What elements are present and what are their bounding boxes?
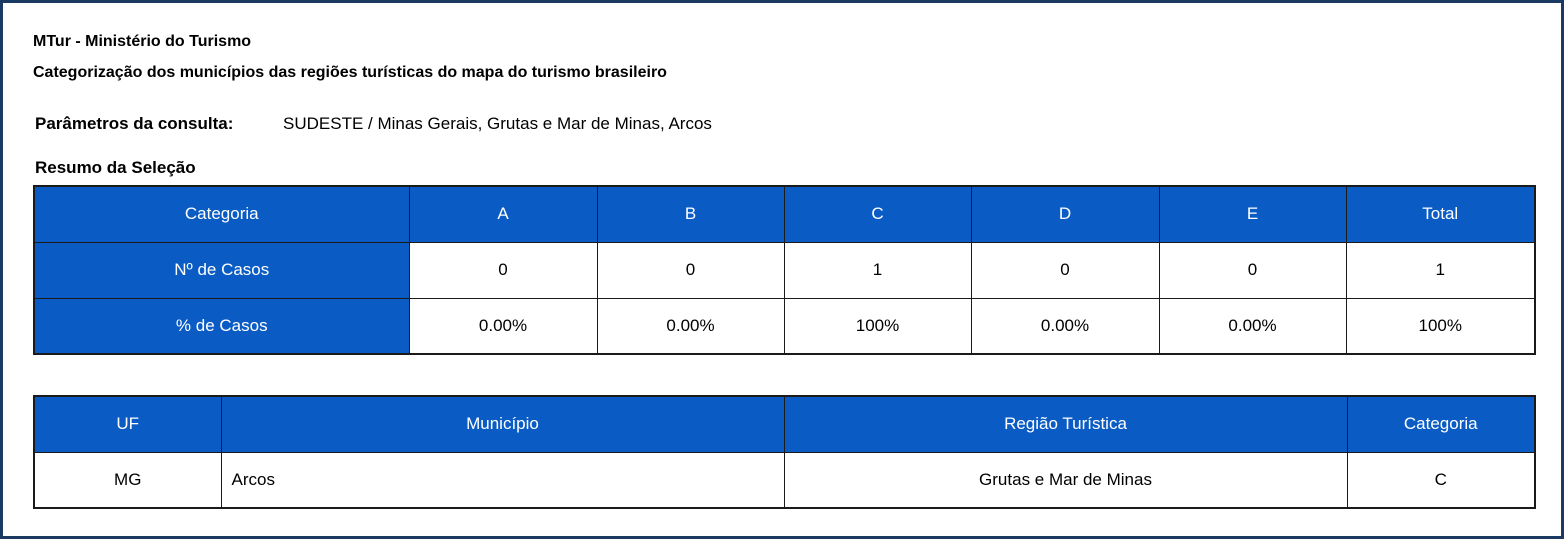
summary-col-categoria: Categoria: [34, 186, 409, 242]
query-parameters: [35, 114, 712, 134]
summary-col-d: D: [971, 186, 1159, 242]
summary-table: [33, 185, 1536, 355]
cell-categoria: C: [1347, 452, 1535, 508]
detail-header-row: [34, 396, 1535, 452]
percent-b: 0.00%: [597, 298, 784, 354]
cell-municipio: Arcos: [221, 452, 784, 508]
params-value: SUDESTE / Minas Gerais, Grutas e Mar de Minas, Arcos: [283, 114, 712, 133]
summary-header-row: [34, 186, 1535, 242]
detail-col-regiao: Região Turística: [784, 396, 1347, 452]
row-label-percent: % de Casos: [34, 298, 409, 354]
detail-col-uf: UF: [34, 396, 221, 452]
count-e: 0: [1159, 242, 1346, 298]
municipality-table: [33, 395, 1536, 509]
summary-row-percent: [34, 298, 1535, 354]
count-c: 1: [784, 242, 971, 298]
summary-col-c: C: [784, 186, 971, 242]
percent-a: 0.00%: [409, 298, 597, 354]
cell-uf: MG: [34, 452, 221, 508]
summary-col-e: E: [1159, 186, 1346, 242]
summary-col-a: A: [409, 186, 597, 242]
report-title: Categorização dos municípios das regiões turísticas do mapa do turismo brasileiro: [33, 64, 667, 81]
summary-col-b: B: [597, 186, 784, 242]
params-label: Parâmetros da consulta:: [35, 114, 234, 133]
count-a: 0: [409, 242, 597, 298]
detail-col-categoria: Categoria: [1347, 396, 1535, 452]
count-b: 0: [597, 242, 784, 298]
percent-total: 100%: [1346, 298, 1535, 354]
percent-d: 0.00%: [971, 298, 1159, 354]
count-d: 0: [971, 242, 1159, 298]
org-title: MTur - Ministério do Turismo: [33, 33, 252, 50]
percent-e: 0.00%: [1159, 298, 1346, 354]
detail-col-municipio: Município: [221, 396, 784, 452]
count-total: 1: [1346, 242, 1535, 298]
percent-c: 100%: [784, 298, 971, 354]
table-row: [34, 452, 1535, 508]
cell-regiao: Grutas e Mar de Minas: [784, 452, 1347, 508]
summary-row-count: [34, 242, 1535, 298]
summary-heading: Resumo da Seleção: [35, 158, 196, 177]
summary-col-total: Total: [1346, 186, 1535, 242]
row-label-count: Nº de Casos: [34, 242, 409, 298]
